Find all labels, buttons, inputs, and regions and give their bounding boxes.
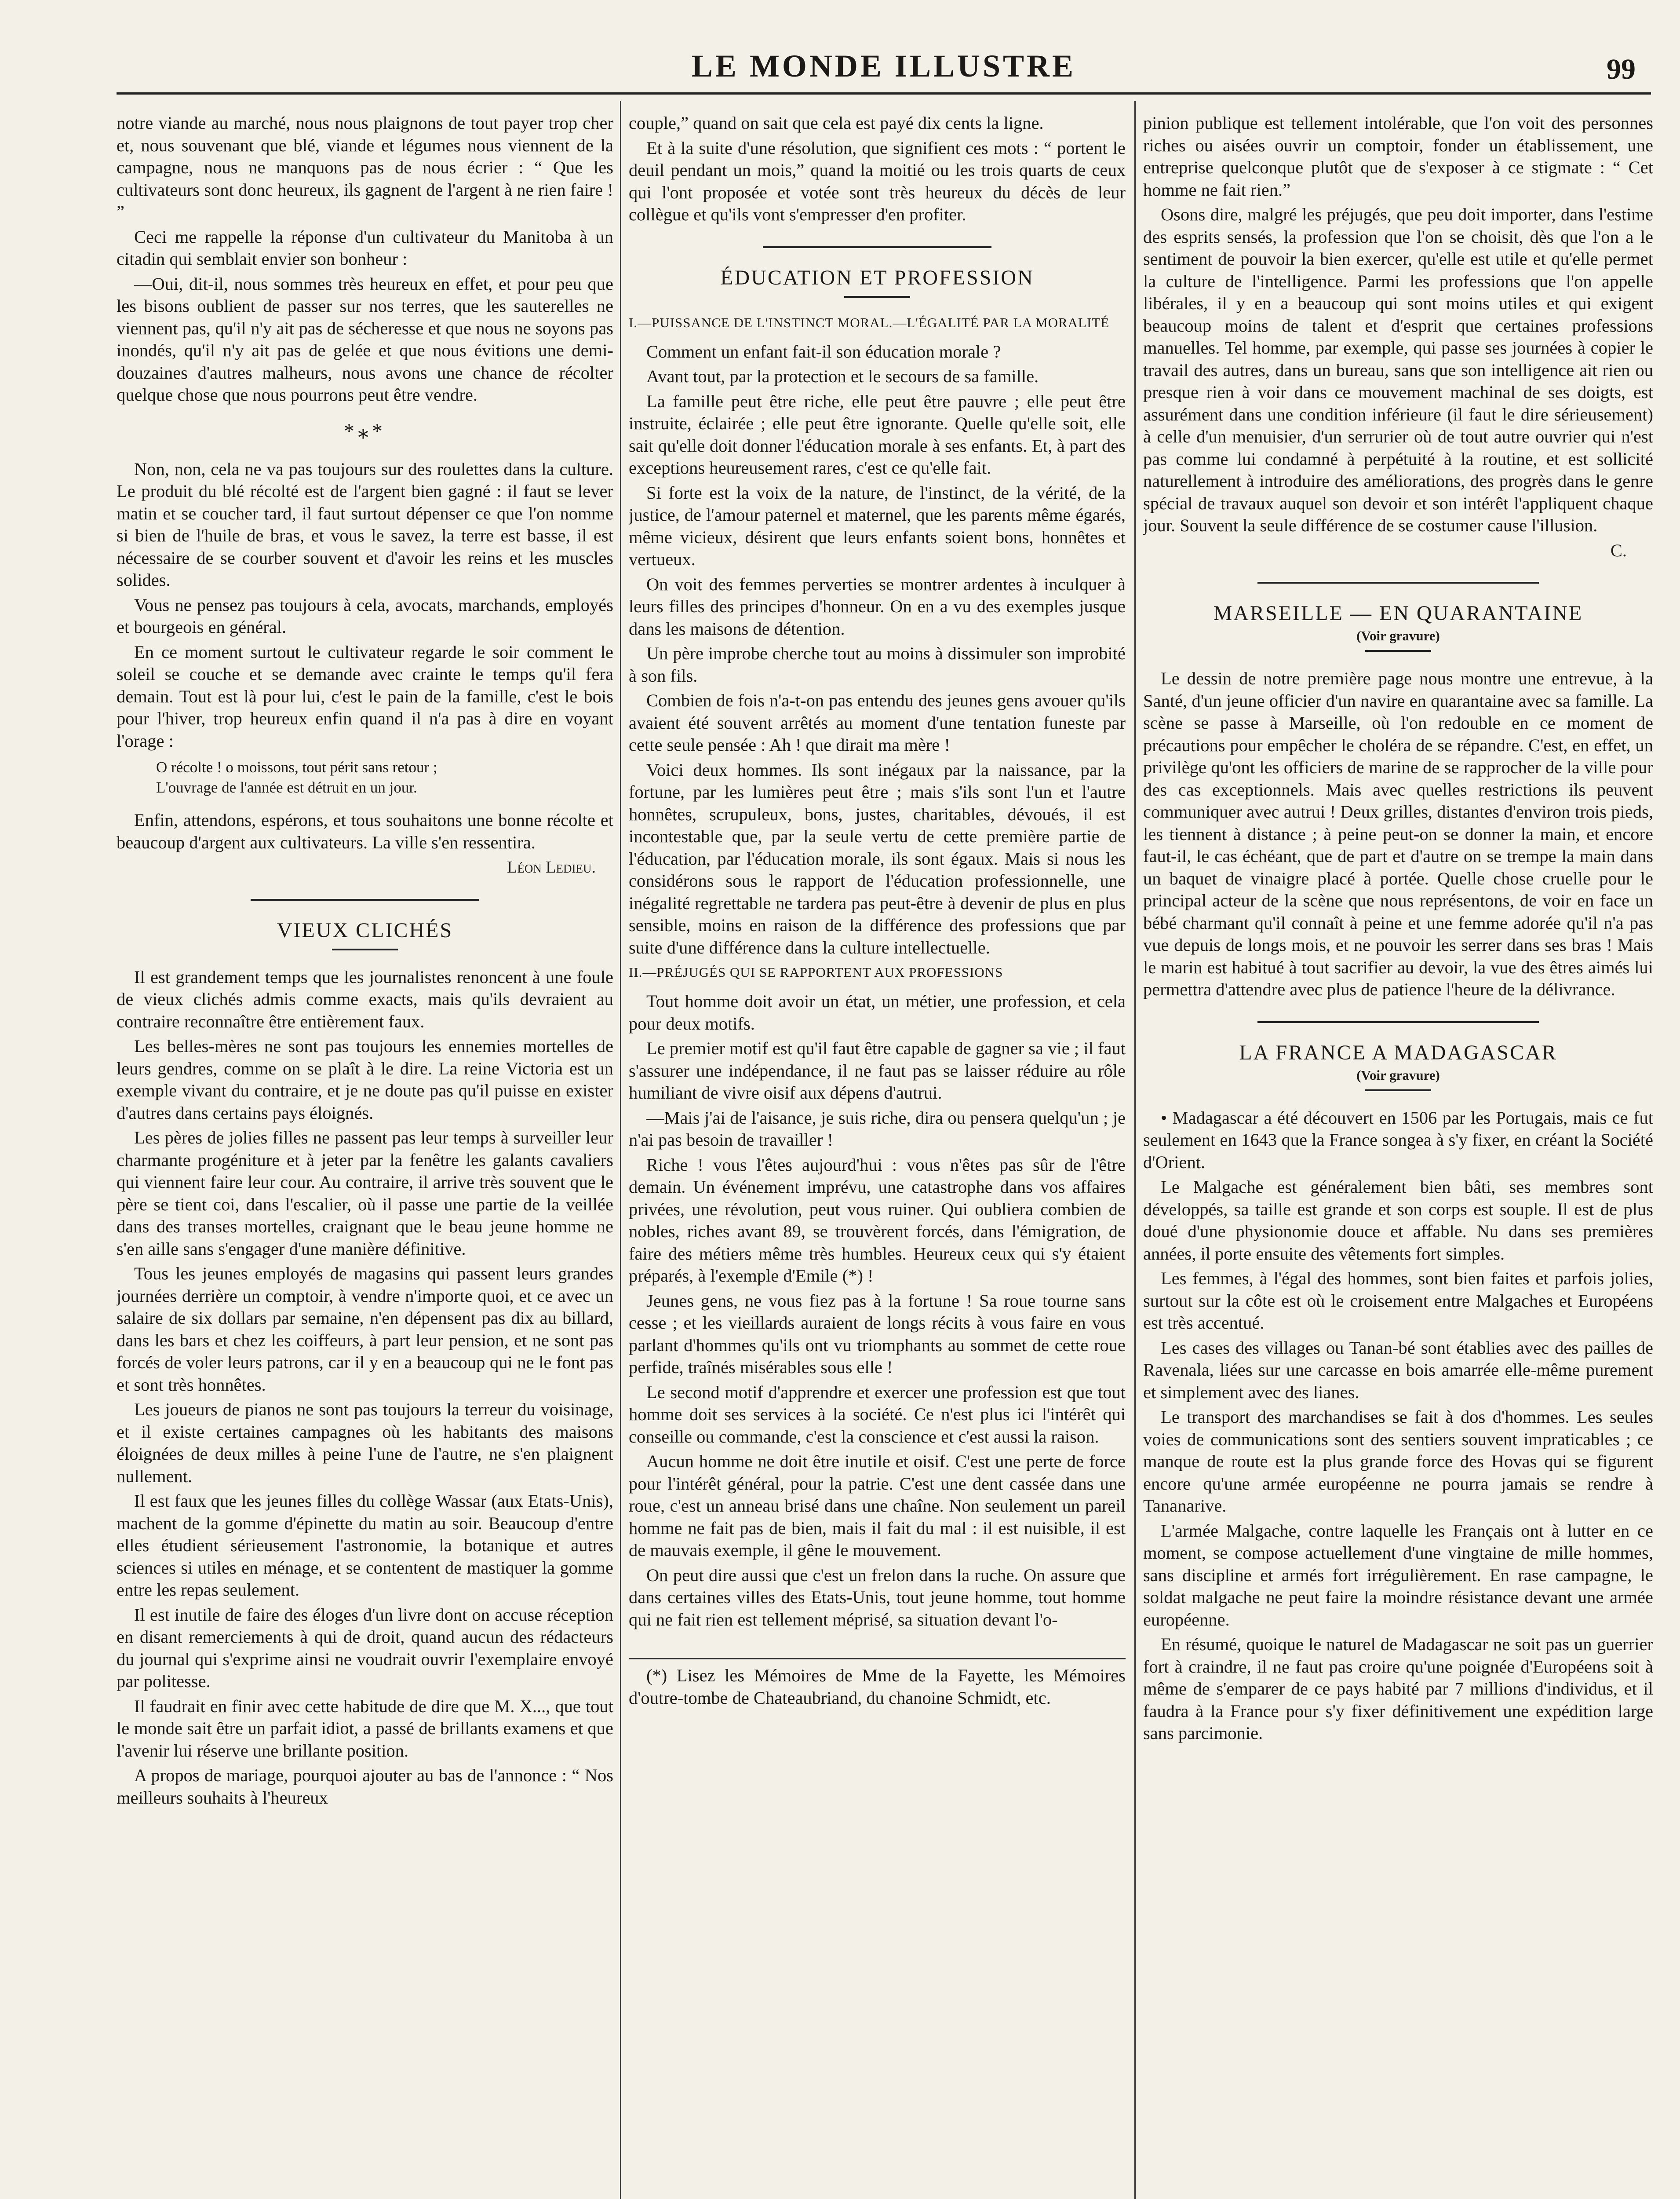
paragraph: —Oui, dit-il, nous sommes très heureux en effet, et pour peu que les bisons oublient de passer sur nos terres, que les sauterelles ne viennent pas, qu'il n'y ait pas de sécheresse et que nous ne soyons pas inondés, qu'il n'y ait pas de gelée et que nous évitions une demi-douzaines d'autres malheurs, nous avons une chance de récolter quelque chose que nous pourrons peut être vendre. [117,274,613,405]
header-rule [117,92,1651,95]
paragraph: Les femmes, à l'égal des hommes, sont bien faites et parfois jolies, surtout sur la côte est où le croisement entre Malgaches et Européens est très accentué. [1143,1268,1653,1333]
column-divider [620,101,621,2199]
paragraph: Tout homme doit avoir un état, un métier, une profession, et cela pour deux motifs. [629,991,1126,1034]
paragraph: pinion publique est tellement intolérable, que l'on voit des personnes riches ou aisées ouvrir un comptoir, fonder un établissement, une entreprise quelconque plutôt que de s'exposer à ce stigmate : “ Cet homme ne fait rien.” [1143,113,1653,200]
author-signature: C. [1610,540,1627,560]
paragraph: Les joueurs de pianos ne sont pas toujours la terreur du voisinage, et il existe certaines campagnes où les habitants des maisons éloignées de deux milles à peine l'une de l'autre, ne s'en plaignent nullement. [117,1399,613,1486]
section-separator [1257,582,1539,584]
footnote: (*) Lisez les Mémoires de Mme de la Fayette, les Mémoires d'outre-tombe de Chateaubriand, du chanoine Schmidt, etc. [629,1666,1126,1708]
paragraph: Aucun homme ne doit être inutile et oisif. C'est une perte de force pour l'intérêt général, pour la patrie. C'est une dent cassée dans une roue, c'est un anneau brisé dans une chaîne. Non seulement un pareil homme ne fait pas de bien, mais il fait du mal : il est nuisible, il est de mauvais exemple, il gêne le mouvement. [629,1451,1126,1560]
section-subtitle: (Voir gravure) [1356,628,1440,643]
paragraph: Le premier motif est qu'il faut être capable de gagner sa vie ; il faut s'assurer une indépendance, il ne faut pas se laisser réduire au rôle humiliant de vivre oisif aux dépens d'autrui. [629,1038,1126,1103]
column-3 [1143,112,1653,2199]
paragraph: Le Malgache est généralement bien bâti, ses membres sont développés, sa taille est grande et son corps est souple. Il est de plus doué d'une physionomie douce et affable. Nu dans ses premières années, il porte ensuite des vêtements fort simples. [1143,1177,1653,1264]
column-divider [1134,101,1136,2199]
paragraph: Si forte est la voix de la nature, de l'instinct, de la vérité, de la justice, de l'amour paternel et maternel, que les parents même égarés, même vicieux, désirent que leurs enfants soient bons, honnêtes et vertueux. [629,482,1126,569]
page-number: 99 [1607,53,1636,85]
title-rule [1365,650,1431,652]
paragraph: A propos de mariage, pourquoi ajouter au bas de l'annonce : “ Nos meilleurs souhaits à l'heureux [117,1765,613,1808]
paragraph: couple,” quand on sait que cela est payé dix cents la ligne. [629,113,1044,133]
subheading: I.—PUISSANCE DE L'INSTINCT MORAL.—L'ÉGALITÉ PAR LA MORALITÉ [629,314,1110,330]
paragraph: Il est grandement temps que les journalistes renoncent à une foule de vieux clichés admis comme exacts, mais qu'ils devraient au contraire reconnaître être entièrement faux. [117,967,613,1031]
section-separator [763,246,991,248]
section-title: MARSEILLE — EN QUARANTAINE [1213,602,1583,625]
verse-line: O récolte ! o moissons, tout périt sans retour ; [156,759,437,776]
paragraph: Le second motif d'apprendre et exercer une profession est que tout homme doit ses services à la société. Ce n'est plus ici l'intérêt qui conseille ou commande, c'est la conscience et c'est aussi la raison. [629,1382,1126,1447]
paragraph: Le dessin de notre première page nous montre une entrevue, à la Santé, d'un jeune officier d'un navire en quarantaine avec sa famille. La scène se passe à Marseille, où l'on redouble en ce moment de précautions pour empêcher le choléra de se répandre. C'est, en effet, un privilège qu'ont les officiers de marine de se rapprocher de la ville pour des cas exceptionnels. Mais avec quelles restrictions ils peuvent communiquer avec autrui ! Deux grilles, distantes d'environ trois pieds, les tiennent à distance ; à peine peut-on se donner la main, et encore faut-il, le cas échéant, que de part et d'autre on se trempe la main dans un baquet de vinaigre placé à portée. Quelle chose cruelle pour le principal acteur de la scène que nous représentons, de voir en face un bébé charmant qu'il connaît à peine et une femme adorée qu'il n'a pas vue depuis de longs mois, et ne pouvoir les serrer dans ses bras ! Mais le marin est habitué à tout sacrifier au devoir, la vue des êtres aimés lui permettra d'attendre avec plus de patience l'heure de la délivrance. [1143,668,1653,999]
paragraph: Non, non, cela ne va pas toujours sur des roulettes dans la culture. Le produit du blé récolté est de l'argent bien gagné : il faut se lever matin et se coucher tard, il faut surtout dépenser ce que l'on nomme si bien de l'huile de bras, et vous le savez, la terre est basse, il est nécessaire de se courber souvent et d'avoir les reins et les muscles solides. [117,459,613,590]
paragraph: Riche ! vous l'êtes aujourd'hui : vous n'êtes pas sûr de l'être demain. Un événement imprévu, une catastrophe dans vos affaires privées, une révolution, peut vous ruiner. Qui oubliera combien de nobles, riches avant 89, se trouvèrent forcés, dans l'émigration, de faire des métiers même très humbles. Heureux ceux qui s'y étaient préparés, à l'exemple d'Emile (*) ! [629,1154,1126,1286]
paragraph: On voit des femmes perverties se montrer ardentes à inculquer à leurs filles des principes d'honneur. On en a vu des exemples jusque dans les maisons de détention. [629,574,1126,639]
paragraph: —Mais j'ai de l'aisance, je suis riche, dira ou pensera quelqu'un ; je n'ai pas besoin de travailler ! [629,1107,1126,1150]
paragraph: Les cases des villages ou Tanan-bé sont établies avec des pailles de Ravenala, liées sur une carcasse en bois amarrée elle-même purement et simplement avec des lianes. [1143,1337,1653,1402]
paragraph: Voici deux hommes. Ils sont inégaux par la naissance, par la fortune, par les lumières peut être ; mais s'ils sont l'un et l'autre honnêtes, scrupuleux, bons, justes, charitables, dévoués, il est incontestable que, par la seule vertu de cette première partie de l'éducation, par l'éducation morale, ils sont égaux. Mais si nous les considérons sous le rapport de l'éducation professionnelle, une inégalité regrettable ne tardera pas peut-être à devenir de plus en plus sensible, moins en raison de la différence des professions que par suite d'une différence dans la culture intellectuelle. [629,760,1126,957]
paragraph: La famille peut être riche, elle peut être pauvre ; elle peut être instruite, éclairée ; elle peut être ignorante. Quelle qu'elle soit, elle sait qu'elle doit donner l'éducation morale à ses enfants. Et, à part des exceptions heureusement rares, c'est ce qu'elle fait. [629,391,1126,478]
paragraph: Les belles-mères ne sont pas toujours les ennemies mortelles de leurs gendres, comme on se plaît à le dire. La reine Victoria est un exemple vivant du contraire, et je ne doute pas qu'il puisse en exister d'autres dans certains pays éloignés. [117,1036,613,1123]
masthead: LE MONDE ILLUSTRE [691,48,1076,84]
paragraph: Il faudrait en finir avec cette habitude de dire que M. X..., que tout le monde sait être un parfait idiot, a passé de brillants examens et que l'avenir lui réserve une brillante position. [117,1696,613,1761]
paragraph: Jeunes gens, ne vous fiez pas à la fortune ! Sa roue tourne sans cesse ; et les vieillards auraient de longs récits à vous faire en vous parlant d'hommes qu'ils ont vu triomphants au sommet de cette roue perfide, traînés misérables sous elle ! [629,1290,1126,1377]
paragraph: Ceci me rappelle la réponse d'un cultivateur du Manitoba à un citadin qui semblait envier son bonheur : [117,226,613,269]
paragraph: Avant tout, par la protection et le secours de sa famille. [646,366,1039,386]
paragraph: On peut dire aussi que c'est un frelon dans la ruche. On assure que dans certaines villes des Etats-Unis, tout jeune homme, tout homme qui ne fait rien est tellement méprisé, sa situation devant l'o- [629,1565,1126,1629]
asterism: *⁎* [344,419,386,443]
paragraph: • Madagascar a été découvert en 1506 par les Portugais, mais ce fut seulement en 1643 que la France songea à s'y fixer, en créant la Société d'Orient. [1143,1107,1653,1172]
author-signature: Léon Ledieu. [507,858,596,877]
column-1 [117,112,613,2199]
paragraph: Tous les jeunes employés de magasins qui passent leurs grandes journées derrière un comptoir, à vendre n'importe quoi, et ce avec un salaire de six dollars par semaine, n'en dépensent pas dix au billard, dans les bars et chez les coiffeurs, à part leur pension, et ne sont pas forcés de voler leurs patrons, car il y en a beaucoup qui ne le font pas et sont très honnêtes. [117,1264,613,1395]
paragraph: Un père improbe cherche tout au moins à dissimuler son improbité à son fils. [629,643,1126,686]
paragraph: Il est faux que les jeunes filles du collège Wassar (aux Etats-Unis), machent de la gomme d'épinette du matin au soir. Beaucoup d'entre elles étudient sérieusement l'astronomie, la botanique et autres sciences si utiles en ménage, et se contentent de mastiquer la gomme entre les repas seulement. [117,1491,613,1600]
section-separator [251,899,479,901]
article-madagascar [1143,1041,1653,1745]
paragraph: Vous ne pensez pas toujours à cela, avocats, marchands, employés et bourgeois en général. [117,595,613,637]
column-2 [629,112,1126,2199]
paragraph: L'armée Malgache, contre laquelle les Français ont à lutter en ce moment, se compose actuellement d'une vingtaine de mille hommes, sans discipline et armés fort irrégulièrement. En rase campagne, le soldat malgache ne peut faire la moindre résistance devant une armée européenne. [1143,1520,1653,1629]
section-separator [1257,1021,1539,1023]
article-cultivateur [117,112,613,879]
section-title: LA FRANCE A MADAGASCAR [1239,1041,1557,1064]
verse-quote [156,757,613,798]
title-rule [332,949,398,950]
footnote-rule [629,1658,1126,1659]
section-title: ÉDUCATION ET PROFESSION [720,266,1034,289]
paragraph: Le transport des marchandises se fait à dos d'hommes. Les seules voies de communications sont des sentiers souvent impraticables ; ce manque de route est la plus grande force des Hovas qui se figurent encore qu'une armée européenne ne pourra jamais se rendre à Tananarive. [1143,1407,1653,1516]
article-vieux-cliches [117,918,613,1809]
paragraph: Enfin, attendons, espérons, et tous souhaitons une bonne récolte et beaucoup d'argent aux cultivateurs. La ville s'en ressentira. [117,810,613,852]
title-rule [1365,1089,1431,1091]
page-header [114,42,1680,95]
section-subtitle: (Voir gravure) [1356,1067,1440,1083]
paragraph: notre viande au marché, nous nous plaignons de tout payer trop cher et, nous souvenant que blé, viande et légumes nous viennent de la campagne, nous ne manquons pas de nous écrier : “ Que les cultivateurs sont donc heureux, ils gagnent de l'argent à ne rien faire ! ” [117,113,613,222]
paragraph: Combien de fois n'a-t-on pas entendu des jeunes gens avouer qu'ils avaient été souvent arrêtés au moment d'une tentation funeste par cette seule pensée : Ah ! que dirait ma mère ! [629,690,1126,755]
paragraph: En résumé, quoique le naturel de Madagascar ne soit pas un guerrier fort à craindre, il ne faut pas croire qu'une poignée d'Européens soit à même de s'emparer de ce pays habité par 7 millions d'individus, et il faudra à la France pour s'y fixer définitivement une expédition large sans parcimonie. [1143,1634,1653,1743]
paragraph: Il est inutile de faire des éloges d'un livre dont on accuse réception en disant remerciements à qui de droit, quand aucun des rédacteurs du journal qui s'exprime ainsi ne voudrait ouvrir l'exemplaire envoyé par politesse. [117,1604,613,1691]
verse-line: L'ouvrage de l'année est détruit en un jour. [156,779,417,796]
paragraph: Osons dire, malgré les préjugés, que peu doit importer, dans l'estime des esprits sensés, la profession que l'on se choisit, dès que l'on a le sentiment de pouvoir la bien exercer, qu'elle est utile et qu'elle permet la culture de l'intelligence. Parmi les professions que l'on appelle libérales, il y en a beaucoup qui sont moins utiles et qui exigent beaucoup moins de talent et d'esprit que certaines professions manuelles. Tel homme, par exemple, qui passe ses journées à copier le travail des autres, dans un bureau, sans que son intelligence ait rien ou presque rien à voir dans ce mouvement machinal de ses doigts, est assurément dans une condition inférieure (il faut le dire sérieusement) à celle d'un menuisier, d'un serrurier où de tout autre ouvrier qui n'est pas comme lui condamné à perpétuité à la routine, et est sollicité naturellement à introduire des améliorations, des progrès dans le genre spécial de travaux auquel son devoir et son intérêt l'appliquent chaque jour. Souvent la seule différence de se costumer cause l'illusion. [1143,205,1653,535]
title-rule [844,296,910,298]
section-title: VIEUX CLICHÉS [277,918,453,942]
paragraph: En ce moment surtout le cultivateur regarde le soir comment le soleil se couche et se demande avec crainte le temps qu'il fera demain. Tout est là pour lui, c'est le pain de la famille, c'est le bois pour l'hiver, trop heureux enfin quand il n'a pas à dire en voyant l'orage : [117,642,613,751]
paragraph: Et à la suite d'une résolution, que signifient ces mots : “ portent le deuil pendant un mois,” quand la moitié ou les trois quarts de ceux qui l'ont proposée et votée sont très heureux du décès de leur collègue et qu'ils vont s'empresser d'en profiter. [629,138,1126,224]
subheading: II.—PRÉJUGÉS QUI SE RAPPORTENT AUX PROFESSIONS [629,964,1003,980]
paragraph: Comment un enfant fait-il son éducation morale ? [646,341,1001,362]
article-marseille [1143,601,1653,1001]
article-education [629,266,1126,1710]
paragraph: Les pères de jolies filles ne passent pas leur temps à surveiller leur charmante progéniture et à jeter par la fenêtre les galants cavaliers qui viennent faire leur cour. Au contraire, il arrive très souvent que le père se tient coi, dans l'escalier, où il passe une partie de la veillée dans des transes mortelles, craignant que le beau jeune homme ne s'en aille sans s'engager d'une manière définitive. [117,1128,613,1259]
